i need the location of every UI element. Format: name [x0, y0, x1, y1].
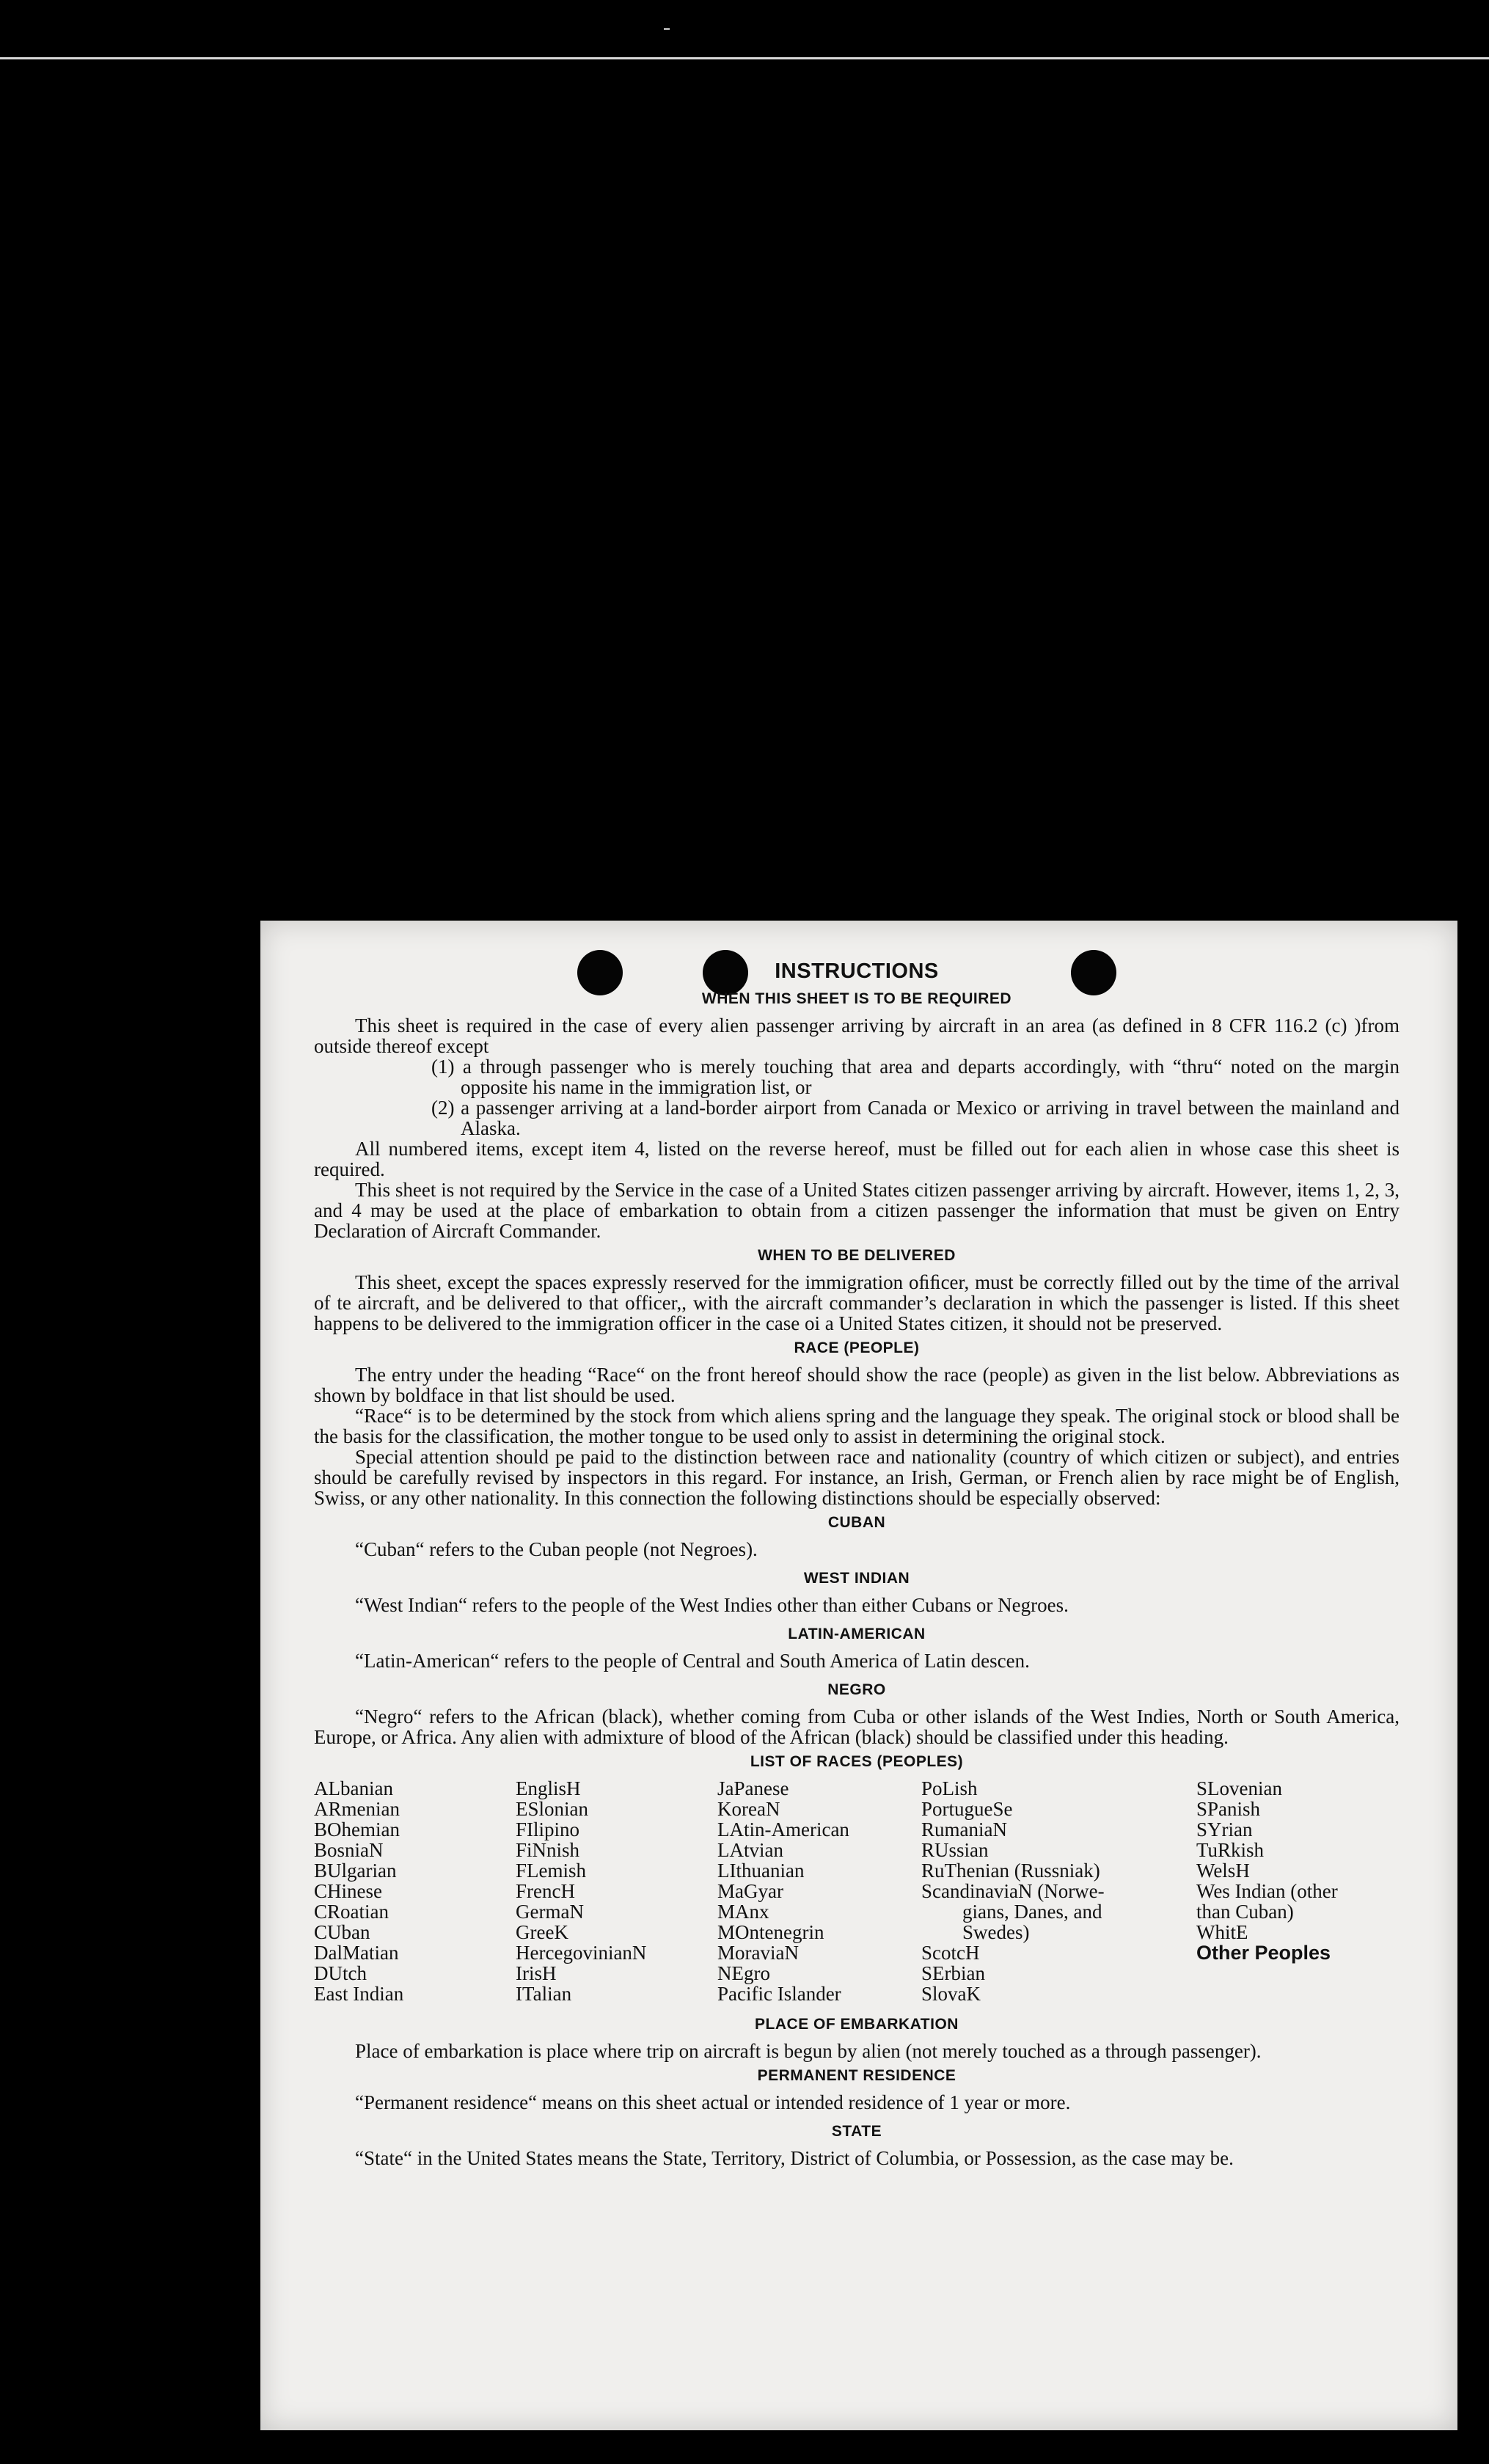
- race-item: CRoatian: [314, 1901, 389, 1923]
- race-item: Wes Indian (other: [1196, 1880, 1338, 1902]
- race-item: DalMatian: [314, 1942, 399, 1964]
- race-item: BUlgarian: [314, 1860, 397, 1882]
- race-item: JaPanese: [717, 1777, 789, 1799]
- residence-text: “Permanent residence“ means on this sheet actual or intended residence of 1 year or more.: [355, 2091, 1071, 2113]
- top-scan-line: [0, 57, 1489, 59]
- race-item: BosniaN: [314, 1839, 384, 1861]
- race-item: MaGyar: [717, 1880, 783, 1902]
- west-indian-text: “West Indian“ refers to the people of the West Indies other than either Cubans or Negroes.: [355, 1594, 1069, 1616]
- race-item: FIlipino: [516, 1818, 580, 1840]
- race-item: Pacific Islander: [717, 1983, 841, 2005]
- race-item: RuThenian (Russniak): [921, 1860, 1100, 1882]
- race-item: WelsH: [1196, 1860, 1250, 1882]
- req-item-1: (1) a through passenger who is merely touching that area and departs accordingly, with “thru“ noted on the margin opposite his name in the immigration list, or: [431, 1056, 1400, 1098]
- race-item: ALbanian: [314, 1777, 393, 1799]
- race-item: FLemish: [516, 1860, 587, 1882]
- race-column: [717, 1778, 921, 2004]
- race-item: RUssian: [921, 1839, 989, 1861]
- race-item: ScotcH: [921, 1942, 980, 1964]
- race-item: DUtch: [314, 1962, 367, 1984]
- latin-american-text: “Latin-American“ refers to the people of Central and South America of Latin descen.: [355, 1650, 1030, 1672]
- delivered-text: This sheet, except the spaces expressly reserved for the immigration oﬁﬁcer, must be correctly filled out by the time of the arrival of te aircraft, and be delivered to that officer,, with the aircraft commander’s declaration in which the passenger is listed. If this sheet happens to be delivered to the immigration officer in the case oi a United States citizen, it should not be preserved.: [314, 1271, 1400, 1334]
- race-item: IrisH: [516, 1962, 557, 1984]
- race-item: CHinese: [314, 1880, 382, 1902]
- race-item: PortugueSe: [921, 1798, 1013, 1820]
- race-item: ITalian: [516, 1983, 572, 2005]
- race-item: ESlonian: [516, 1798, 588, 1820]
- race-item-continued: than Cuban): [1196, 1901, 1294, 1923]
- race-item: LIthuanian: [717, 1860, 805, 1882]
- race-column: [921, 1778, 1196, 2004]
- race-item: TuRkish: [1196, 1839, 1265, 1861]
- race-item: SYrian: [1196, 1818, 1253, 1840]
- section-state: STATE: [831, 2123, 882, 2140]
- race-item: HercegovinianN: [516, 1942, 647, 1964]
- race-item: GermaN: [516, 1901, 584, 1923]
- section-when-delivered: WHEN TO BE DELIVERED: [758, 1247, 956, 1264]
- race-column: [516, 1778, 717, 2004]
- race-item: SlovaK: [921, 1983, 981, 2005]
- req-numbered: All numbered items, except item 4, listed on the reverse hereof, must be filled out for each alien in whose case this sheet is required.: [314, 1138, 1400, 1180]
- req-intro: This sheet is required in the case of every alien passenger arriving by aircraft in an area (as defined in 8 CFR 116.2 (c) )from outside thereof except: [314, 1015, 1400, 1057]
- race-heading-text: The entry under the heading “Race“ on the front hereof should show the race (people) as given in the list below. Abbreviations as shown by boldface in that list should be used.: [314, 1364, 1400, 1406]
- race-item: FiNnish: [516, 1839, 580, 1861]
- race-column: [314, 1778, 516, 2004]
- race-item: SErbian: [921, 1962, 985, 1984]
- race-item: NEgro: [717, 1962, 770, 1984]
- req-item-2: (2) a passenger arriving at a land-border airport from Canada or Mexico or arriving in travel between the mainland and Alaska.: [431, 1097, 1400, 1139]
- page-title: INSTRUCTIONS: [775, 959, 939, 983]
- race-item-other-peoples: Other Peoples: [1196, 1942, 1331, 1964]
- section-latin-american: LATIN-AMERICAN: [788, 1626, 926, 1642]
- race-item: MOntenegrin: [717, 1921, 824, 1943]
- race-item: PoLish: [921, 1777, 978, 1799]
- section-negro: NEGRO: [827, 1681, 886, 1698]
- section-list-of-races: LIST OF RACES (PEOPLES): [750, 1753, 964, 1770]
- race-item: WhitE: [1196, 1921, 1248, 1943]
- race-stock-text: “Race“ is to be determined by the stock from which aliens spring and the language they speak. The original stock or blood shall be the basis for the classification, the mother tongue to be used only to assist in determining the original stock.: [314, 1405, 1400, 1447]
- race-item: MoraviaN: [717, 1942, 799, 1964]
- section-cuban: CUBAN: [827, 1514, 886, 1531]
- race-item: LAtvian: [717, 1839, 783, 1861]
- negro-text: “Negro“ refers to the African (black), whether coming from Cuba or other islands of the West Indies, North or South America, Europe, or Africa. Any alien with admixture of blood of the African (black) should be classified under this heading.: [314, 1706, 1400, 1748]
- race-item: ARmenian: [314, 1798, 400, 1820]
- req-citizen: This sheet is not required by the Service in the case of a United States citizen passenger arriving by aircraft. However, items 1, 2, 3, and 4 may be used at the place of embarkation to obtain from a citizen passenger the information that must be given on Entry Declaration of Aircraft Commander.: [314, 1179, 1400, 1242]
- race-item: ScandinaviaN (Norwe-: [921, 1880, 1105, 1902]
- race-item: EnglisH: [516, 1777, 581, 1799]
- section-race: RACE (PEOPLE): [794, 1339, 920, 1356]
- race-item: FrencH: [516, 1880, 575, 1902]
- race-item: East Indian: [314, 1983, 404, 2005]
- section-permanent-residence: PERMANENT RESIDENCE: [757, 2067, 956, 2084]
- instruction-sheet: [260, 921, 1457, 2430]
- race-item: BOhemian: [314, 1818, 400, 1840]
- race-item: MAnx: [717, 1901, 769, 1923]
- embarkation-text: Place of embarkation is place where trip on aircraft is begun by alien (not merely touched as a through passenger).: [355, 2040, 1262, 2062]
- race-distinction-text: Special attention should pe paid to the distinction between race and nationality (country of which citizen or subject), and entries should be carefully revised by inspectors in this regard. For instance, an Irish, German, or French alien by race might be of English, Swiss, or any other nationality. In this connection the following distinctions should be especially observed:: [314, 1446, 1400, 1509]
- race-column: [1196, 1778, 1400, 2004]
- scan-mark: [664, 28, 670, 30]
- race-item-continued: gians, Danes, and: [962, 1901, 1102, 1923]
- race-item: SPanish: [1196, 1798, 1261, 1820]
- races-list: [314, 1778, 1400, 2004]
- race-item: SLovenian: [1196, 1777, 1282, 1799]
- race-item-continued: Swedes): [962, 1921, 1030, 1943]
- sheet-content: [314, 961, 1400, 2168]
- race-item: CUban: [314, 1921, 370, 1943]
- race-item: LAtin-American: [717, 1818, 849, 1840]
- cuban-text: “Cuban“ refers to the Cuban people (not Negroes).: [355, 1538, 758, 1560]
- race-item: RumaniaN: [921, 1818, 1007, 1840]
- race-item: KoreaN: [717, 1798, 780, 1820]
- section-place-of-embarkation: PLACE OF EMBARKATION: [755, 2016, 959, 2033]
- state-text: “State“ in the United States means the State, Territory, District of Columbia, or Possession, as the case may be.: [355, 2147, 1234, 2169]
- section-west-indian: WEST INDIAN: [803, 1570, 910, 1587]
- race-item: GreeK: [516, 1921, 568, 1943]
- section-when-required: WHEN THIS SHEET IS TO BE REQUIRED: [701, 990, 1012, 1007]
